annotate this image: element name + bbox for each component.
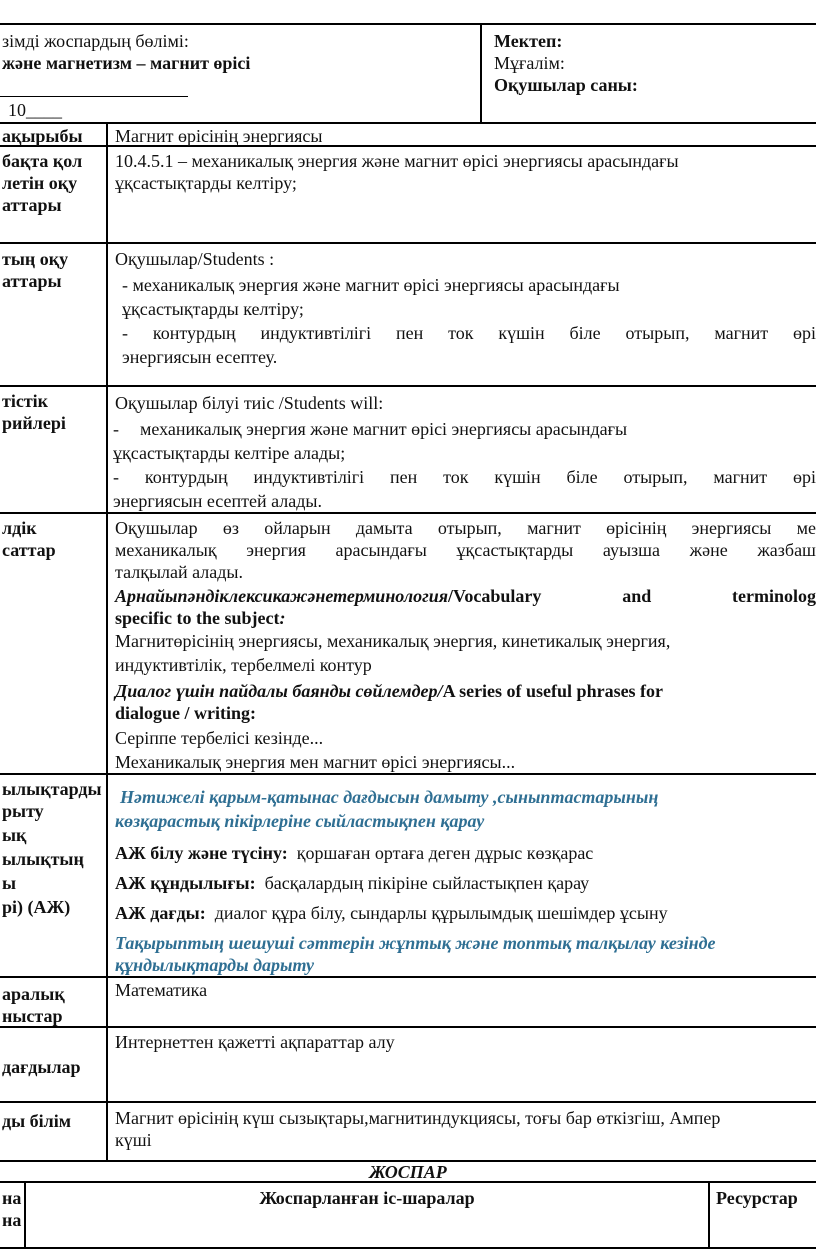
- table-border-top: [0, 23, 816, 25]
- row-line: [0, 773, 816, 775]
- criteria-dash: -: [113, 419, 119, 439]
- dialogue-heading: Диалог үшін пайдалы баянды сөйлемдер/A series of useful phrases for: [115, 681, 664, 701]
- row-line: [0, 385, 816, 387]
- topic-label: ақырыбы: [2, 126, 83, 146]
- plan-column-activities: Жоспарланған іс-шаралар: [259, 1188, 475, 1208]
- dialogue-phrase: Механикалық энергия мен магнит өрісі энергиясы...: [115, 752, 516, 772]
- plan-title: ЖОСПАР: [369, 1162, 447, 1182]
- plan-column-resources: Ресурстар: [716, 1188, 798, 1208]
- teacher-label: Мұғалім:: [494, 53, 565, 73]
- vocabulary-terms: индуктивтілік, тербелмелі контур: [115, 655, 372, 675]
- row-line: [0, 1026, 816, 1028]
- vocabulary-heading: specific to the subject:: [115, 608, 286, 628]
- school-label: Мектеп:: [494, 31, 563, 51]
- lesson-objective-item: - механикалық энергия және магнит өрісі энергиясы арасындағы: [122, 275, 620, 295]
- grade-underline: [0, 96, 188, 97]
- values-item: АЖ құндылығы: басқалардың пікіріне сыйластықпен қарау: [115, 873, 590, 893]
- row-line: [0, 242, 816, 244]
- row-line: [0, 512, 816, 514]
- prior-knowledge-value: Магнит өрісінің күш сызықтары,магнитиндукциясы, тоғы бар өткізгіш, Ампер: [115, 1108, 721, 1128]
- criteria-item: ұқсастықтарды келтіре алады;: [113, 443, 346, 463]
- criteria-intro: Оқушылар білуі тиіс /Students will:: [115, 393, 384, 413]
- values-highlight: құндылықтарды дарыту: [115, 955, 315, 975]
- lesson-objective-item: энергиясын есептеу.: [122, 347, 278, 367]
- row-line: [0, 1101, 816, 1103]
- header-divider: [480, 23, 482, 123]
- values-highlight: Нәтижелі қарым-қатынас дағдысын дамыту ,сыныптастарының: [120, 787, 659, 807]
- language-text: механикалық энергия арасындағы ұқсастықтарды ауызша және жазбаш: [115, 540, 816, 560]
- crosscurricular-value: Математика: [115, 980, 208, 1000]
- dialogue-phrase: Серіппе тербелісі кезінде...: [115, 728, 324, 748]
- values-highlight: көзқарастық пікірлеріне сыйластықпен қарау: [115, 811, 485, 831]
- students-count-label: Оқушылар саны:: [494, 75, 638, 95]
- topic-value: Магнит өрісінің энергиясы: [115, 126, 323, 146]
- criteria-item: энергиясын есептей алады.: [113, 491, 322, 511]
- lesson-objectives-intro: Оқушылар/Students :: [115, 249, 275, 269]
- values-item: АЖ дағды: диалог құра білу, сындарлы құрылымдық шешімдер ұсыну: [115, 903, 668, 923]
- prior-knowledge-value: күші: [115, 1130, 152, 1150]
- ict-label: дағдылар: [2, 1057, 81, 1077]
- plan-divider-2: [708, 1181, 710, 1249]
- language-text: Оқушылар өз ойларын дамыта отырып, магнит өрісінің энергиясы ме: [115, 518, 816, 538]
- section-label: зімді жоспардың бөлімі:: [2, 31, 189, 51]
- language-text: талқылай алады.: [115, 562, 244, 582]
- vocabulary-terms: Магнитөрісінің энергиясы, механикалық энергия, кинетикалық энергия,: [115, 631, 671, 651]
- row-line: [0, 122, 816, 124]
- ict-value: Интернеттен қажетті ақпараттар алу: [115, 1032, 395, 1052]
- prior-knowledge-label: ды білім: [2, 1111, 72, 1131]
- values-highlight: Тақырыптың шешуші сәттерін жұптық және топтық талқылау кезінде: [115, 933, 716, 953]
- dialogue-heading: dialogue / writing:: [115, 703, 257, 723]
- criteria-item: механикалық энергия және магнит өрісі энергиясы арасындағы: [140, 419, 628, 439]
- vocabulary-heading: Арнайыпәндіклексикажәнетерминология/Vocabulary and terminolog: [115, 586, 816, 606]
- section-value: жəне магнетизм – магнит өрісі: [2, 53, 251, 73]
- criteria-item: - контурдың индуктивтілігі пен ток күшін біле отырып, магнит өрі: [113, 467, 816, 487]
- values-item: АЖ білу және түсіну: қоршаған ортаға деген дұрыс көзқарас: [115, 843, 594, 863]
- label-column-divider: [106, 122, 108, 1162]
- plan-table-bottom: [0, 1247, 816, 1249]
- row-line: [0, 976, 816, 978]
- grade-value: 10____: [8, 100, 62, 120]
- lesson-objective-item: - контурдың индуктивтілігі пен ток күшін біле отырып, магнит өрі: [122, 323, 816, 343]
- lesson-objective-item: ұқсастықтарды келтіру;: [122, 299, 304, 319]
